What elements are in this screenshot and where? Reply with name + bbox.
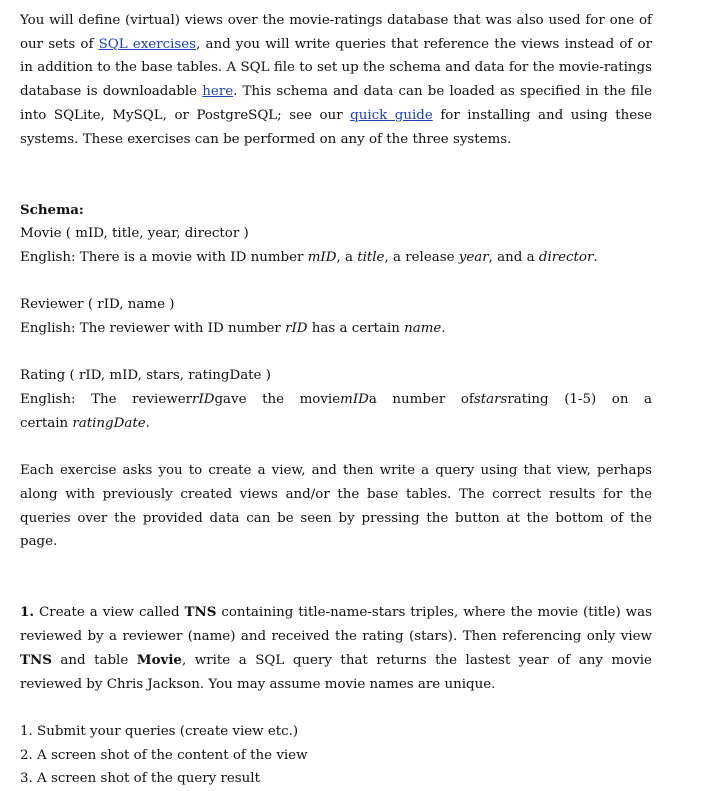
intro-paragraph: You will define (virtual) views over the movie-ratings database that was also used for one of our sets of SQL exercises, and you will write queries that reference the views instead of or in addition to the base tables. A SQL file to set up the schema and data for the movie-ratings database is downloadable here. This schema and data can be loaded as specified in the file into SQLite, MySQL, or PostgreSQL; see our quick guide for installing and using these systems. These exercises can be performed on any of the three systems. [20,13,653,147]
movie-signature: Movie ( mID, title, year, director ) [20,226,249,242]
sql-exercises-link[interactable]: SQL exercises [98,36,197,52]
reviewer-signature: Reviewer ( rID, name ) [20,297,175,313]
here-link[interactable]: here [202,84,234,100]
rating-signature: Rating ( rID, mID, stars, ratingDate ) [20,368,271,384]
deliverable-item: 1. Submit your queries (create view etc.) [20,723,299,739]
question-1: 1. Create a view called TNS containing title-name-stars triples, where the movie (title) was reviewed by a reviewer (name) and received the rating (stars). Then referencing only view TNS and table Movie, write a SQL query that returns the lastest year of any movie reviewed by Chris Jackson. You may assume movie names are unique. [20,604,652,692]
reviewer-english: English: The reviewer with ID number rID has a certain name. [20,321,446,337]
deliverable-item: 3. A screen shot of the query result [20,771,260,787]
exercise-intro: Each exercise asks you to create a view, and then write a query using that view, perhaps along with previously created views and/or the base tables. The correct results for the queries over the provided data can be seen by pressing the button at the bottom of the page. [20,463,652,550]
quick-guide-link[interactable]: quick guide [350,107,433,123]
schema-heading: Schema: [20,201,84,218]
movie-english: English: There is a movie with ID number mID, a title, a release year, and a director. [20,250,598,265]
rating-english: English: The reviewerrIDgave the moviemIDa number ofstarsrating (1-5) on a [20,392,652,408]
deliverable-item: 2. A screen shot of the content of the view [20,747,308,763]
rating-english-cont: certain ratingDate. [20,415,150,431]
